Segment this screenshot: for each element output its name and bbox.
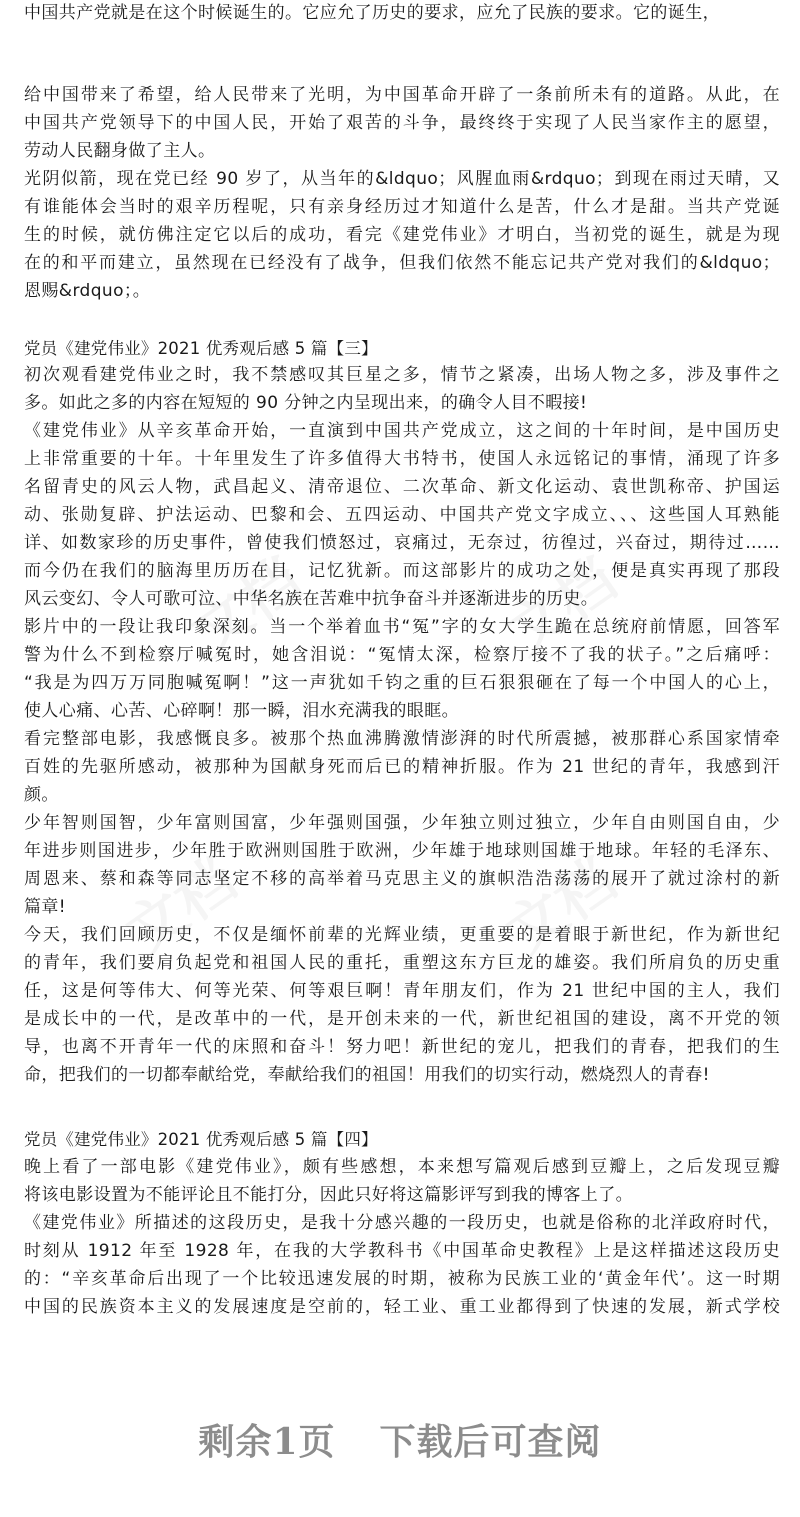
text-line: 名留青史的风云人物，武昌起义、清帝退位、二次革命、新文化运动、袁世凯称帝、护国运 — [24, 477, 780, 497]
text-line: 颜。 — [24, 785, 59, 805]
remaining-pages-label: 剩余1页 — [198, 1421, 336, 1463]
text-line: 中国共产党就是在这个时候诞生的。它应允了历史的要求，应允了民族的要求。它的诞生， — [24, 3, 720, 23]
watermark: 文档 — [493, 544, 628, 668]
text-line: 光阴似箭，现在党已经 90 岁了，从当年的&ldquo；风腥血雨&rdquo；到现在雨过天晴，又 — [24, 169, 780, 189]
text-line: 使人心痛、心苦、心碎啊！那一瞬，泪水充满我的眼眶。 — [24, 701, 459, 721]
text-line: 动、张勋复辟、护法运动、巴黎和会、五四运动、中国共产党文字成立、、、这些国人耳熟能 — [24, 505, 780, 525]
text-line: 是成长中的一代，是改革中的一代，是开创未来的一代，新世纪祖国的建设，离不开党的领 — [24, 1009, 780, 1029]
watermark: 文档 — [493, 844, 628, 968]
text-line: 周恩来、蔡和森等同志坚定不移的高举着马克思主义的旗帜浩浩荡荡的展开了就过涂村的新 — [24, 869, 780, 889]
text-line: 时刻从 1912 年至 1928 年，在我的大学教科书《中国革命史教程》上是这样描述这段历史 — [24, 1241, 780, 1261]
text-line: 警为什么不到检察厅喊冤时，她含泪说：“冤情太深，检察厅接不了我的状子。”之后痛呼： — [24, 645, 780, 665]
text-line: 多。如此之多的内容在短短的 90 分钟之内呈现出来，的确令人目不暇接! — [24, 393, 588, 413]
download-prompt[interactable] — [0, 1410, 800, 1474]
text-line: 篇章! — [24, 897, 67, 917]
text-line: 生的时候，就仿佛注定它以后的成功，看完《建党伟业》才明白，当初党的诞生，就是为现 — [24, 225, 780, 245]
text-line: 百姓的先驱所感动，被那种为国献身死而后已的精神折服。作为 21 世纪的青年，我感到汗 — [24, 757, 780, 777]
text-line: 的：“辛亥革命后出现了一个比较迅速发展的时期，被称为民族工业的‘黄金年代’。这一时期 — [24, 1269, 780, 1289]
text-line: 详、如数家珍的历史事件，曾使我们愤怒过，哀痛过，无奈过，彷徨过，兴奋过，期待过…… — [24, 533, 780, 553]
text-line: 在的和平而建立，虽然现在已经没有了战争，但我们依然不能忘记共产党对我们的&ldquo； — [24, 253, 780, 273]
text-line: 初次观看建党伟业之时，我不禁感叹其巨星之多，情节之紧凑，出场人物之多，涉及事件之 — [24, 365, 780, 385]
section-heading: 党员《建党伟业》2021 优秀观后感 5 篇【三】 — [24, 339, 378, 358]
section-heading: 党员《建党伟业》2021 优秀观后感 5 篇【四】 — [24, 1130, 378, 1149]
watermark: 文档 — [178, 544, 313, 668]
text-line: 少年智则国智，少年富则国富，少年强则国强，少年独立则过独立，少年自由则国自由，少 — [24, 813, 780, 833]
text-line: 上非常重要的十年。十年里发生了许多值得大书特书，使国人永远铭记的事情，涌现了许多 — [24, 449, 780, 469]
text-line: 恩赐&rdquo；。 — [24, 281, 151, 301]
text-line: 的青年，我们要肩负起党和祖国人民的重托，重塑这东方巨龙的雄姿。我们所肩负的历史重 — [24, 953, 780, 973]
text-line: 影片中的一段让我印象深刻。当一个举着血书“冤”字的女大学生跪在总统府前情愿，回答军 — [24, 617, 780, 637]
text-line: 看完整部电影，我感慨良多。被那个热血沸腾激情澎湃的时代所震撼，被那群心系国家情牵 — [24, 729, 780, 749]
text-line: 劳动人民翻身做了主人。 — [24, 141, 216, 161]
text-line: 《建党伟业》所描述的这段历史，是我十分感兴趣的一段历史，也就是俗称的北洋政府时代， — [24, 1213, 780, 1233]
text-line: 年进步则国进步，少年胜于欧洲则国胜于欧洲，少年雄于地球则国雄于地球。年轻的毛泽东、 — [24, 841, 780, 861]
text-line: 中国的民族资本主义的发展速度是空前的，轻工业、重工业都得到了快速的发展，新式学校 — [24, 1297, 780, 1317]
text-line: 中国共产党领导下的中国人民，开始了艰苦的斗争，最终终于实现了人民当家作主的愿望， — [24, 113, 780, 133]
text-line: 给中国带来了希望，给人民带来了光明，为中国革命开辟了一条前所未有的道路。从此，在 — [24, 85, 780, 105]
text-line: 导，也离不开青年一代的床照和奋斗！努力吧！新世纪的宠儿，把我们的青春，把我们的生 — [24, 1037, 780, 1057]
watermark: 文档 — [113, 844, 248, 968]
text-line: 晚上看了一部电影《建党伟业》，颇有些感想，本来想写篇观后感到豆瓣上，之后发现豆瓣 — [24, 1157, 780, 1177]
text-line: 风云变幻、令人可歌可泣、中华名族在苦难中抗争奋斗并逐渐进步的历史。 — [24, 589, 599, 609]
text-line: 《建党伟业》从辛亥革命开始，一直演到中国共产党成立，这之间的十年时间，是中国历史 — [24, 421, 780, 441]
text-line: 命，把我们的一切都奉献给党，奉献给我们的祖国！用我们的切实行动，燃烧烈人的青春! — [24, 1065, 710, 1085]
text-line: 任，这是何等伟大、何等光荣、何等艰巨啊！青年朋友们，作为 21 世纪中国的主人，我们 — [24, 981, 780, 1001]
text-line: 今天，我们回顾历史，不仅是缅怀前辈的光辉业绩，更重要的是着眼于新世纪，作为新世纪 — [24, 925, 780, 945]
text-line: “我是为四万万同胞喊冤啊！”这一声犹如千钧之重的巨石狠狠砸在了每一个中国人的心上， — [24, 673, 780, 693]
text-line: 将该电影设置为不能评论且不能打分，因此只好将这篇影评写到我的博客上了。 — [24, 1185, 633, 1205]
text-line: 而今仍在我们的脑海里历历在目，记忆犹新。而这部影片的成功之处，便是真实再现了那段 — [24, 561, 780, 581]
download-to-view-label: 下载后可查阅 — [379, 1421, 602, 1463]
text-line: 有谁能体会当时的艰辛历程呢，只有亲身经历过才知道什么是苦，什么才是甜。当共产党诞 — [24, 197, 780, 217]
